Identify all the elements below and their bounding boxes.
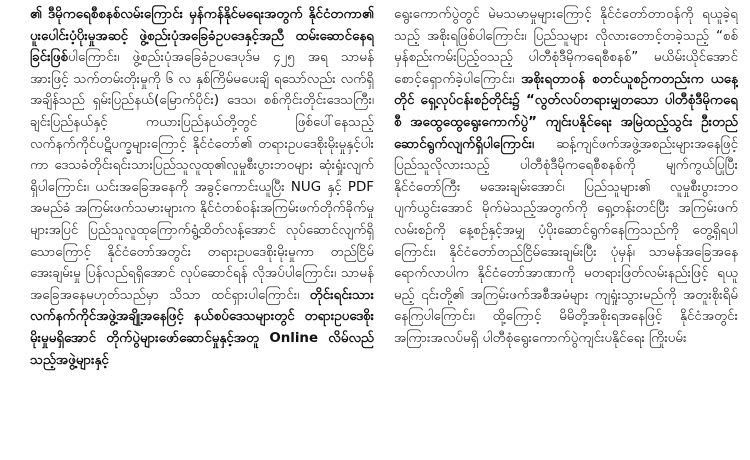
bold-text-segment: တိုင်းရင်းသားလက်နက်ကိုင်အဖွဲ့အချို့အနေဖြင့် နယ်စပ်ဒေသများတွင် တရားဥပဒေစိုးမိုးမှုမရှိအောင် တိုက်ပွဲများဖော်ဆောင်မှုနှင့်အတူ Online လိမ်လည်သည့်အဖွဲ့များနှင့် — [30, 287, 374, 368]
bold-text-segment: ၏ ဒီမိုကရေစီစနစ်လမ်းကြောင်း မှန်ကန်နိုင်မရေးအတွက် နိုင်ငံတကာ၏ ပူးပေါင်းပံ့ပိုးမှုအဆင့် ဖွဲ့စည်းပုံအခြေခံဥပဒေနှင့်အညီ ထမ်းဆောင်နေရခြင်းဖြစ် — [30, 7, 374, 66]
left-column — [30, 4, 374, 460]
text-segment: ရွေးကောက်ပွဲတွင် မဲမသမာမှုများကြောင့် နိုင်ငံတော်တာဝန်ကို ရယူခဲ့ရသည့် အစိုးရဖြစ်ပါကြောင်း၊ ပြည်သူများ လိုလားတောင့်တခဲ့သည့် “စစ်မှန်စည်းကမ်းပြည့်ဝသည့် ပါတီစုံဒီမိုကရေစီစနစ်” မယိမ်းယိုင်အောင် စောင့်ရှောက်ခဲ့ပါကြောင်း၊ — [394, 7, 738, 87]
article-paragraph — [30, 4, 374, 371]
text-segment: ဆန့်ကျင်ဖက်အဖွဲ့အစည်းများအနေဖြင့် ပြည်သူလိုလားသည့် ပါတီစုံဒီမိုကရေစီစနစ်ကို မျက်ကွယ်ပြုပြီး နိုင်ငံတော်ကြီး မအေးချမ်းအောင်၊ ပြည်သူများ၏ လူမှုစီးပွားဘဝပျက်ယွင်းအောင် မိုက်မဲသည့်အတွက်ကို ရှေ့တန်းတင်ပြီး အကြမ်းဖက်လမ်းစဉ်ကို နေ့စဉ်နှင့်အမျှ ပံ့ပိုးဆောင်ရွက်နေကြသည်ကို တွေ့ရှိရပါကြောင်း၊ နိုင်ငံတော်တည်ငြိမ်အေးချမ်းပြီး ပုံမှန်၊ သာမန်အခြေအနေရောက်လာပါက နိုင်ငံတော်အာဏာကို မတရားဖြတ်လမ်းနည်းဖြင့် ရယူမည့် ၎င်းတို့၏ အကြမ်းဖက်အစီအမံများ ကျရှုံးသွားမည်ကို အတူးစိုးရိမ်နေကြပါကြောင်း၊ ထို့ကြောင့် မိမိတို့အစိုးရအနေဖြင့် နိုင်ငံအတွင်း အကြားအလပ်မရှိ ပါတီစုံရွေးကောက်ပွဲကျင်းပနိုင်ရေး ကြိုးပမ်း — [394, 136, 738, 346]
bold-text-segment: အစိုးရတာဝန် စတင်ယူစဉ်ကတည်းက ယနေ့တိုင် ရှေ့လုပ်ငန်းစဉ်တိုင်း၌ “လွတ်လပ်တရားမျှတသော ပါတီစုံဒီမိုကရေစီ အထွေထွေရွေးကောက်ပွဲ” ကျင်းပနိုင်ရေး အမြဲထည့်သွင်း ဦးတည်ဆောင်ရွက်လျက်ရှိပါကြောင်း၊ — [394, 71, 738, 152]
right-column — [394, 4, 738, 460]
article-paragraph — [394, 4, 738, 350]
text-segment: ပါကြောင်း၊ ဖွဲ့စည်းပုံအခြေခံဥပဒေပုဒ်မ ၄၂၅ အရ သာမန်အားဖြင့် သက်တမ်းတိုးမှုကို ၆ လ နှစ်ကြိမ်မပေးချိ ရသော်လည်း လက်ရှိအချိန်သည် ရှမ်းပြည်နယ်(မြောက်ပိုင်း) ဒေသ၊ စစ်ကိုင်းတိုင်းဒေသကြီး၊ ချင်းပြည်နယ်နှင့် ကယားပြည်နယ်တို့တွင် ဖြစ်ပေါ်နေသည့် လက်နက်ကိုင်ပဋိပက္ခများကြောင့် နိုင်ငံတော်၏ တရားဥပဒေစိုးမိုးမှုနှင့်ပါးကာ ဒေသခံတိုင်းရင်းသားပြည်သူလူထု၏လူမှုစီးပွားဘဝများ ဆုံးရှုံးလျက်ရှိပါကြောင်း၊ ယင်းအခြေအနေကို အခွင့်ကောင်းယူပြီး NUG နှင့် PDF အမည်ခံ အကြမ်းဖက်သမားများက နိုင်ငံတစ်ဝန်းအကြမ်းဖက်တိုက်ခိုက်မှု များအပြင် ပြည်သူလူထုကြောက်ရွံ့ထိတ်လန့်အောင် လုပ်ဆောင်လျက်ရှိသောကြောင့် နိုင်ငံတော်အတွင်း တရားဥပဒေစိုးမိုးမှုကာ တည်ငြိမ်အေးချမ်းမှု ပြန်လည်ရရှိအောင် လုပ်ဆောင်ရန် လိုအပ်ပါကြောင်း၊ သာမန်အခြေအနေမဟုတ်သည်မှာ သိသာ ထင်ရှားပါကြောင်း၊ — [30, 50, 374, 303]
